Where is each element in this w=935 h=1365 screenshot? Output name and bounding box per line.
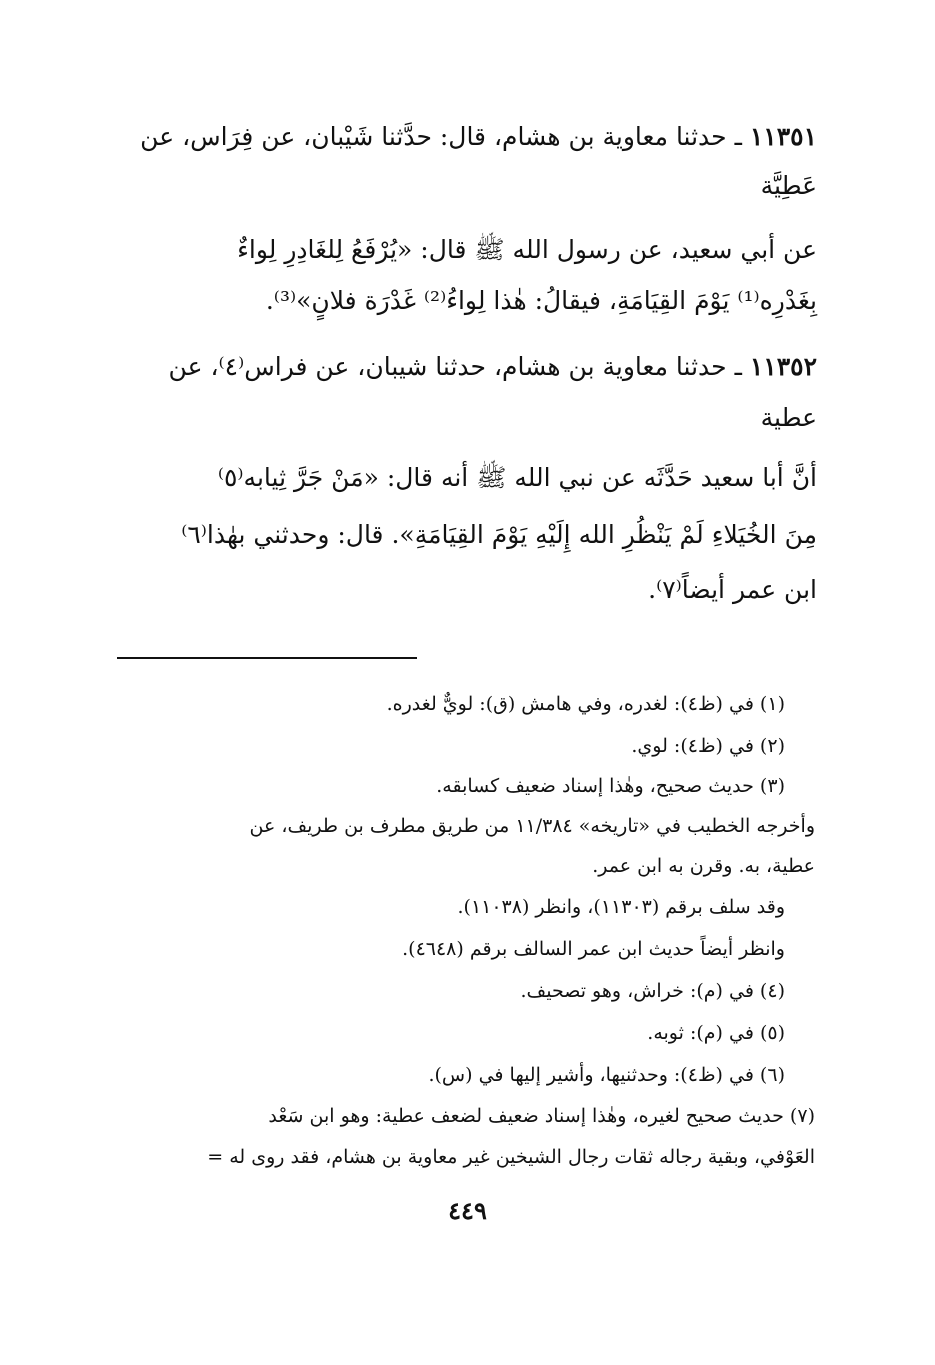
hadith-line: مِنَ الخُيَلاءِ لَمْ يَنْظُرِ الله إِلَيْهِ يَوْمَ القِيَامَةِ». قال: وحدثني بهٰذا⁽٦⁾ — [181, 520, 817, 549]
hadith-line: ١١٣٥١ ـ حدثنا معاوية بن هشام، قال: حدَّثنا شَيْبان، عن فِرَاس، عن — [140, 122, 817, 151]
footnote: عطية، به. وقرن به ابن عمر. — [592, 855, 815, 877]
footnote: (٥) في (م): ثوبه. — [647, 1022, 785, 1044]
footnote: (٧) حديث صحيح لغيره، وهٰذا إسناد ضعيف لضعف عطية: وهو ابن سَعْد — [268, 1105, 815, 1127]
footnote: وأخرجه الخطيب في «تاريخه» ١١/٣٨٤ من طريق مطرف بن طريف، عن — [249, 815, 815, 837]
footnote: وقد سلف برقم (١١٣٠٣)، وانظر (١١٠٣٨). — [457, 896, 785, 918]
hadith-11352: ١١٣٥٢ ـ حدثنا معاوية بن هشام، حدثنا شيبان، عن فراس⁽٤⁾، عن — [168, 352, 817, 381]
page-number: ٤٤٩ — [448, 1196, 487, 1225]
footnote: (٣) حديث صحيح، وهٰذا إسناد ضعيف كسابقه. — [436, 775, 785, 797]
footnote: وانظر أيضاً حديث ابن عمر السالف برقم (٤٦٤٨). — [402, 938, 785, 960]
hadith-line: عَطِيَّة — [760, 171, 817, 200]
hadith-number: ١١٣٥٢ — [749, 352, 817, 381]
footnote: (٤) في (م): خراش، وهو تصحيف. — [520, 980, 785, 1002]
hadith-11351 — [117, 117, 817, 157]
footnote-separator — [117, 657, 417, 659]
hadith-line: عطية — [760, 403, 817, 432]
hadith-line: عن أبي سعيد، عن رسول الله ﷺ قال: «يُرْفَعُ لِلغَادِرِ لِواءٌ — [237, 235, 817, 264]
hadith-line: أنَّ أبا سعيد حَدَّثَه عن نبي الله ﷺ أنه قال: «مَنْ جَرَّ ثِيابه⁽٥⁾ — [217, 463, 817, 492]
footnote: (٦) في (ظ٤): وحدثنيها، وأشير إليها في (س). — [428, 1064, 785, 1086]
footnote: العَوْفي، وبقية رجاله ثقات رجال الشيخين غير معاوية بن هشام، فقد روى له = — [207, 1146, 815, 1168]
hadith-number: ١١٣٥١ — [749, 122, 817, 151]
footnote: (١) في (ظ٤): لغدره، وفي هامش (ق): لويٌّ لغدره. — [386, 693, 785, 715]
hadith-line: ابن عمر أيضاً⁽٧⁾. — [648, 575, 817, 604]
footnote: (٢) في (ظ٤): لوي. — [631, 735, 785, 757]
hadith-line: بِغَدْرِه⁽¹⁾ يَوْمَ القِيَامَةِ، فيقالُ: هٰذا لِواءُ⁽²⁾ غَدْرَة فلانٍ»⁽³⁾. — [265, 286, 817, 315]
